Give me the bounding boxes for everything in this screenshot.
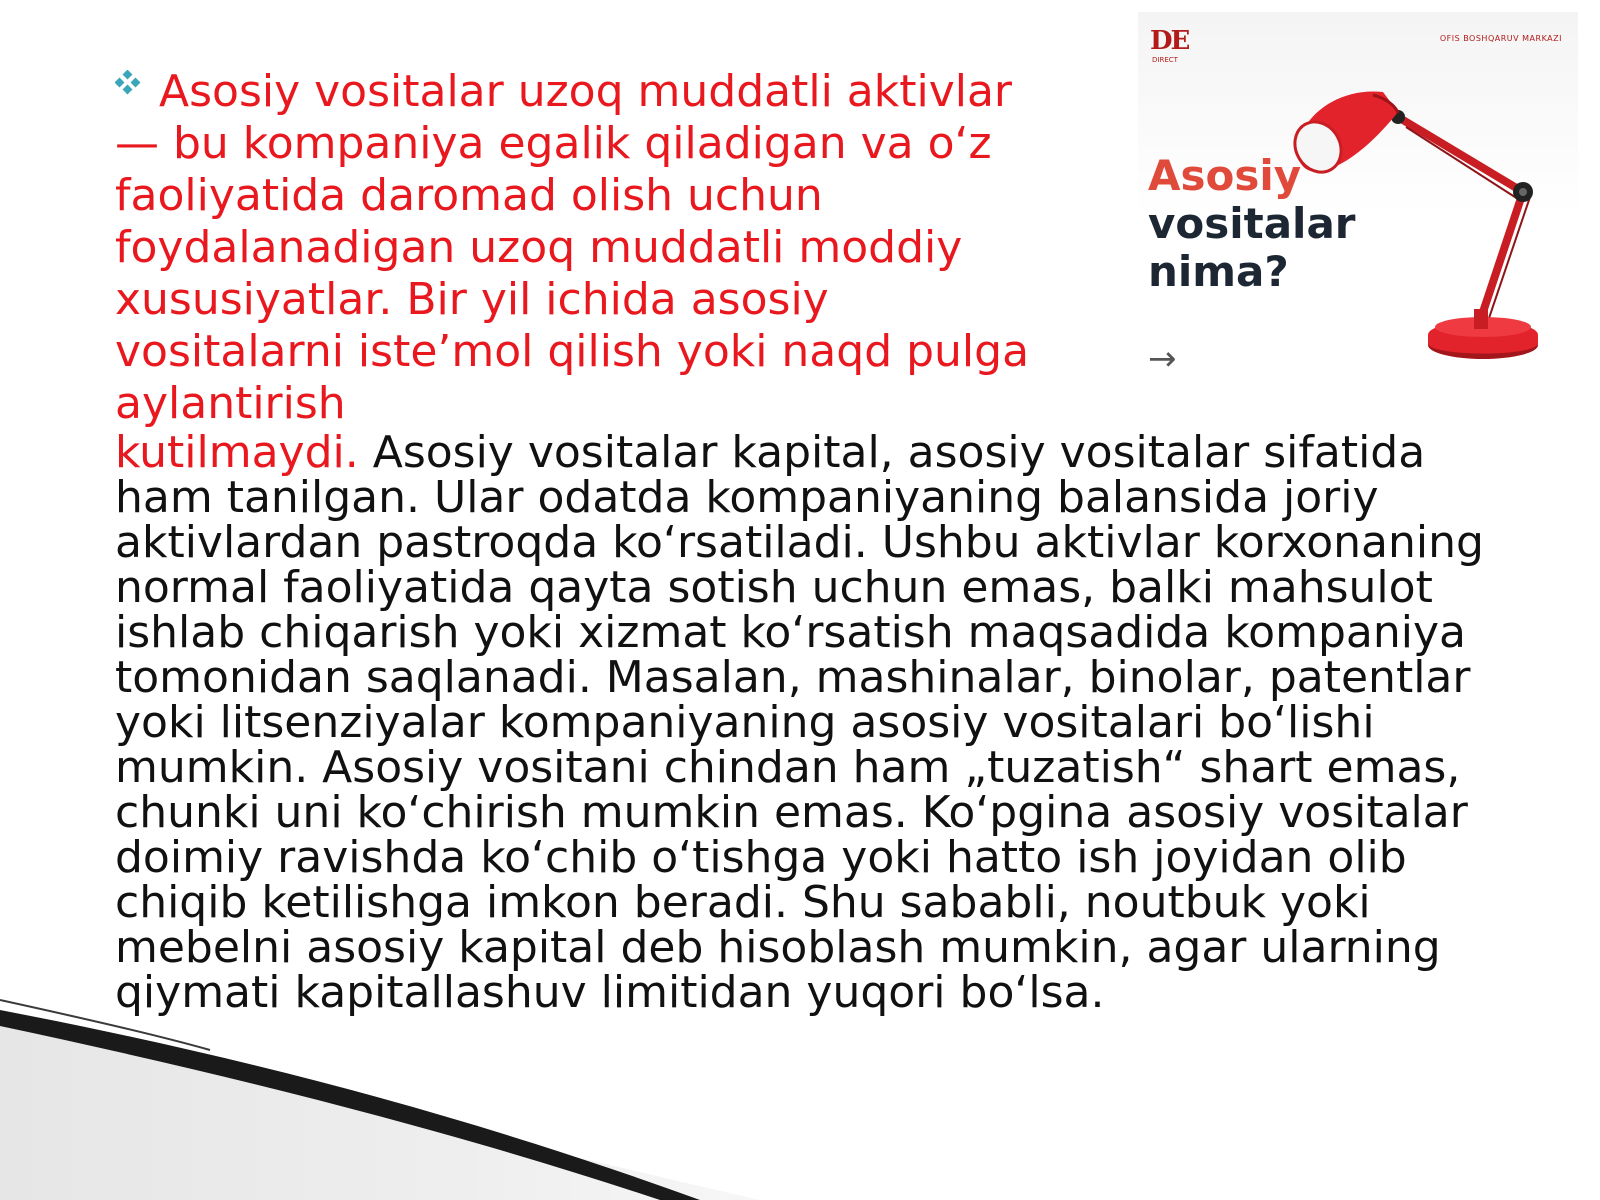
- slide-body: [115, 66, 1515, 1018]
- illustration-caption: OFIS BOSHQARUV MARKAZI: [1439, 34, 1562, 43]
- explanation-text: Asosiy vositalar kapital, asosiy vositalar sifatida ham tanilgan. Ular odatda kompaniyaning balansida joriy aktivlardan pastroqda ko‘rsatiladi. Ushbu aktivlar korxonaning normal faoliyatida qayta sotish uchun emas, balki mahsulot ishlab chiqarish yoki xizmat ko‘rsatish maqsadida kompaniya tomonidan saqlanadi. Masalan, mashinalar, binolar, patentlar yoki litsenziyalar kompaniyaning asosiy vositalari bo‘lishi mumkin. Asosiy vositani chindan ham „tuzatish“ shart emas, chunki uni ko‘chirish mumkin emas. Ko‘pgina asosiy vositalar doimiy ravishda ko‘chib o‘tishga yoki hatto ish joyidan olib chiqib ketilishga imkon beradi. Shu sababli, noutbuk yoki mebelni asosiy kapital deb hisoblash mumkin, agar ularning qiymati kapitallashuv limitidan yuqori bo‘lsa.: [115, 427, 1484, 1018]
- illustration-title-line1: Asosiy: [1148, 151, 1302, 200]
- brand-logo: DE: [1150, 26, 1189, 56]
- brand-logo-sub: DIRECT: [1152, 56, 1178, 64]
- definition-paragraph: [115, 66, 1065, 430]
- illustration-title-line2: vositalar: [1148, 199, 1356, 248]
- definition-text: Asosiy vositalar uzoq muddatli aktivlar — bu kompaniya egalik qiladigan va o‘z faoliyatida daromad olish uchun foydalanadigan uzoq muddatli moddiy xususiyatlar. Bir yil ichida asosiy vositalarni iste’mol qilish yoki naqd pulga aylantirish: [115, 66, 1030, 429]
- definition-tail: kutilmaydi.: [115, 427, 359, 478]
- arrow-right-icon: →: [1148, 339, 1177, 379]
- illustration-title-line3: nima?: [1148, 247, 1289, 296]
- explanation-paragraph: [115, 427, 1515, 1018]
